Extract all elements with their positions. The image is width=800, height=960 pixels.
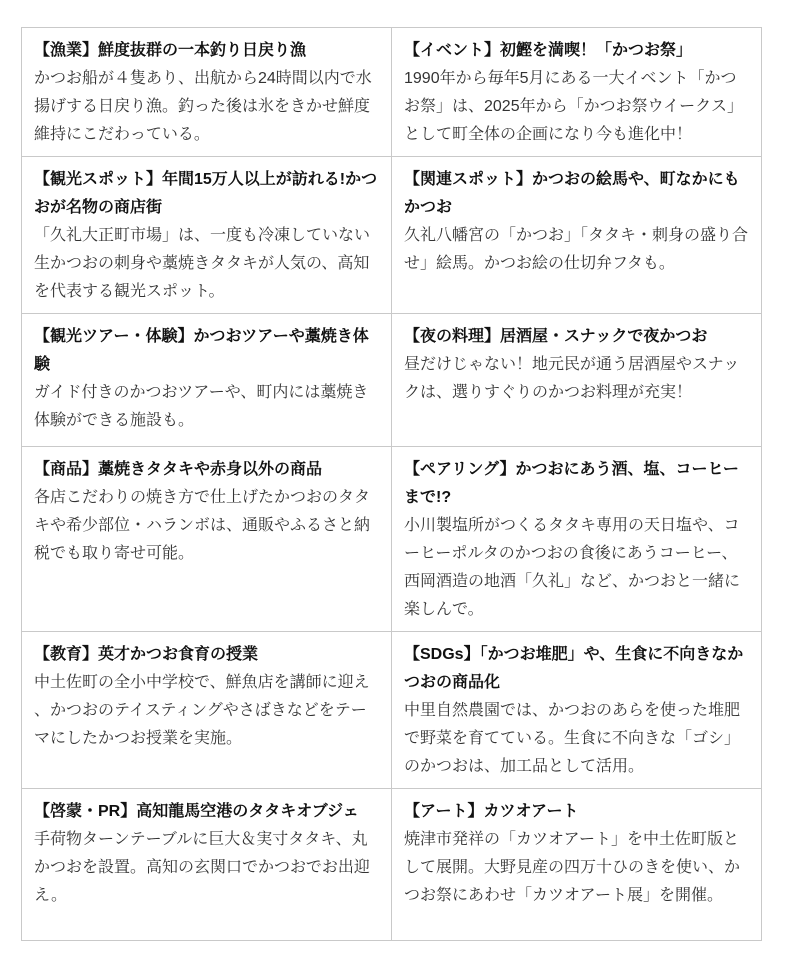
table-row <box>22 789 762 941</box>
cell-heading: 【イベント】初鰹を満喫！「かつお祭」 <box>404 42 693 59</box>
cell-body: かつお船が４隻あり、出航から24時間以内で水揚げする日戻り漁。釣った後は氷をきかせ鮮度維持にこだわっている。 <box>34 70 372 143</box>
table-cell-event <box>392 28 762 157</box>
table-cell-sdgs <box>392 632 762 789</box>
katsuo-topics-table-wrap <box>21 27 762 941</box>
cell-heading: 【SDGs】「かつお堆肥」や、生食に不向きなかつおの商品化 <box>404 646 744 691</box>
cell-body: 手荷物ターンテーブルに巨大＆実寸タタキ、丸かつおを設置。高知の玄関口でかつおでお出迎え。 <box>34 831 370 904</box>
table-cell-products <box>22 447 392 632</box>
table-row <box>22 157 762 314</box>
table-cell-pairing <box>392 447 762 632</box>
table-cell-related-spot <box>392 157 762 314</box>
table-cell-tour-experience <box>22 314 392 447</box>
table-cell-fishing <box>22 28 392 157</box>
cell-heading: 【アート】カツオアート <box>404 803 579 820</box>
table-cell-pr-airport <box>22 789 392 941</box>
table-cell-night-food <box>392 314 762 447</box>
cell-body: ガイド付きのかつおツアーや、町内には藁焼き体験ができる施設も。 <box>34 384 369 429</box>
table-row <box>22 314 762 447</box>
cell-heading: 【商品】藁焼きタタキや赤身以外の商品 <box>34 461 323 478</box>
table-cell-art <box>392 789 762 941</box>
cell-heading: 【関連スポット】かつおの絵馬や、町なかにもかつお <box>404 171 740 216</box>
cell-body: 中土佐町の全小中学校で、鮮魚店を講師に迎え、かつおのテイスティングやさばきなどをテーマにしたかつお授業を実施。 <box>34 674 370 747</box>
cell-body: 各店こだわりの焼き方で仕上げたかつおのタタキや希少部位・ハランボは、通販やふるさと納税でも取り寄せ可能。 <box>34 489 371 562</box>
cell-heading: 【教育】英才かつお食育の授業 <box>34 646 259 663</box>
katsuo-topics-table <box>21 27 762 941</box>
cell-heading: 【啓蒙・PR】高知龍馬空港のタタキオブジェ <box>34 803 359 820</box>
cell-body: 1990年から毎年5月にある一大イベント「かつお祭」は、2025年から「かつお祭ウイークス」として町全体の企画になり今も進化中！ <box>404 70 743 143</box>
cell-heading: 【観光ツアー・体験】かつおツアーや藁焼き体験 <box>34 328 369 373</box>
cell-body: 昼だけじゃない！地元民が通う居酒屋やスナックは、選りすぐりのかつお料理が充実！ <box>404 356 740 401</box>
cell-heading: 【漁業】鮮度抜群の一本釣り日戻り漁 <box>34 42 307 59</box>
table-cell-education <box>22 632 392 789</box>
table-row <box>22 632 762 789</box>
cell-body: 中里自然農園では、かつおのあらを使った堆肥で野菜を育てている。生食に不向きな「ゴシ」のかつおは、加工品として活用。 <box>404 702 741 775</box>
table-row <box>22 28 762 157</box>
cell-body: 久礼八幡宮の「かつお」「タタキ・刺身の盛り合せ」絵馬。かつお絵の仕切弁フタも。 <box>404 227 749 272</box>
table-row <box>22 447 762 632</box>
cell-body: 小川製塩所がつくるタタキ専用の天日塩や、コーヒーポルタのかつおの食後にあうコーヒー、西岡酒造の地酒「久礼」など、かつおと一緒に楽しんで。 <box>404 517 741 618</box>
cell-body: 焼津市発祥の「カツオアート」を中土佐町版として展開。大野見産の四万十ひのきを使い、かつお祭にあわせ「カツオアート展」を開催。 <box>404 831 741 904</box>
cell-heading: 【観光スポット】年間15万人以上が訪れる!かつおが名物の商店街 <box>34 171 378 216</box>
cell-heading: 【夜の料理】居酒屋・スナックで夜かつお <box>404 328 708 345</box>
table-cell-sightseeing-spot <box>22 157 392 314</box>
cell-heading: 【ペアリング】かつおにあう酒、塩、コーヒーまで!? <box>404 461 739 506</box>
cell-body: 「久礼大正町市場」は、一度も冷凍していない生かつおの刺身や藁焼きタタキが人気の、高知を代表する観光スポット。 <box>34 227 371 300</box>
